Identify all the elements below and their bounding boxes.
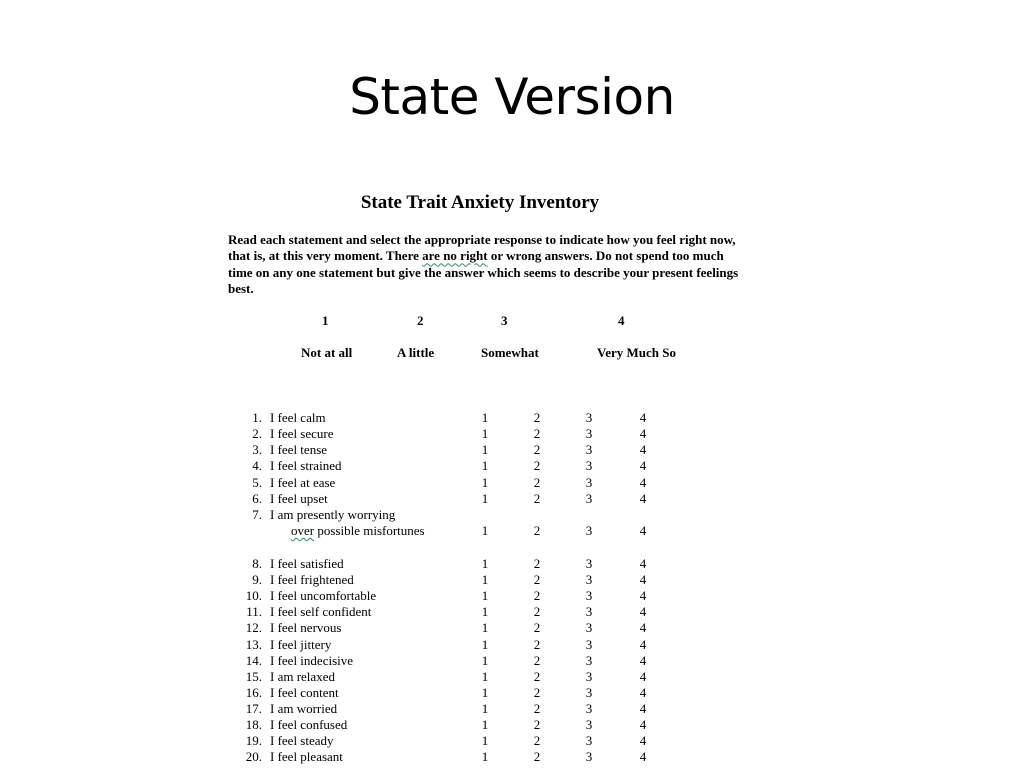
item-row-continuation: [0, 523, 1024, 539]
item-row: [0, 717, 1024, 733]
rating-option: 3: [585, 442, 593, 457]
rating-option: 3: [585, 556, 593, 571]
rating-option: 2: [533, 733, 541, 748]
rating-option: 3: [585, 620, 593, 635]
item-number: 15.: [245, 669, 262, 684]
rating-option: 2: [533, 491, 541, 506]
rating-option: 1: [481, 458, 489, 473]
item-row: [0, 588, 1024, 604]
item-number: 9.: [252, 572, 262, 587]
item-number: 19.: [245, 733, 262, 748]
item-row: [0, 507, 1024, 523]
rating-option: 4: [639, 749, 647, 764]
rating-option: 4: [639, 637, 647, 652]
item-continuation-flagged-word: over: [291, 523, 315, 538]
item-number: 4.: [252, 458, 262, 473]
rating-option: 3: [585, 588, 593, 603]
rating-option: 1: [481, 701, 489, 716]
item-number: 20.: [245, 749, 262, 764]
scale-number: 4: [618, 313, 625, 328]
item-statement-continuation: [291, 523, 425, 539]
slide-title: State Version: [349, 68, 675, 126]
rating-option: 2: [533, 717, 541, 732]
rating-option: 2: [533, 458, 541, 473]
item-statement: I feel content: [270, 685, 339, 700]
item-number: 10.: [245, 588, 262, 603]
item-row: [0, 685, 1024, 701]
instructions-text-1: Read each statement and select the appropriate response to indicate how you feel right now, that is, at this very moment. There: [228, 232, 736, 264]
rating-option: 2: [533, 523, 541, 538]
scale-number: 1: [322, 313, 329, 328]
rating-option: 1: [481, 685, 489, 700]
instructions-paragraph: [228, 232, 748, 297]
rating-option: 1: [481, 604, 489, 619]
rating-option: 1: [481, 637, 489, 652]
rating-option: 1: [481, 653, 489, 668]
item-number: 14.: [245, 653, 262, 668]
scale-number: 2: [417, 313, 424, 328]
rating-option: 4: [639, 426, 647, 441]
rating-option: 2: [533, 442, 541, 457]
rating-option: 4: [639, 733, 647, 748]
item-statement: I feel at ease: [270, 475, 336, 490]
item-row: [0, 442, 1024, 458]
item-statement: I feel frightened: [270, 572, 354, 587]
rating-option: 4: [639, 620, 647, 635]
rating-option: 3: [585, 733, 593, 748]
item-statement: I feel steady: [270, 733, 334, 748]
item-number: 6.: [252, 491, 262, 506]
item-statement: I feel calm: [270, 410, 326, 425]
rating-option: 3: [585, 749, 593, 764]
rating-option: 4: [639, 701, 647, 716]
rating-option: 4: [639, 410, 647, 425]
rating-option: 1: [481, 669, 489, 684]
rating-option: 4: [639, 604, 647, 619]
document-title: State Trait Anxiety Inventory: [360, 192, 600, 213]
scale-label: Somewhat: [481, 345, 539, 360]
item-statement: I am presently worrying: [270, 507, 396, 522]
rating-option: 1: [481, 410, 489, 425]
rating-option: 2: [533, 588, 541, 603]
rating-option: 2: [533, 749, 541, 764]
item-row: [0, 426, 1024, 442]
item-number: 17.: [245, 701, 262, 716]
item-statement: I feel satisfied: [270, 556, 344, 571]
rating-option: 3: [585, 491, 593, 506]
rating-option: 2: [533, 410, 541, 425]
item-statement: I am relaxed: [270, 669, 335, 684]
rating-option: 1: [481, 620, 489, 635]
rating-option: 2: [533, 685, 541, 700]
instructions-text-2: or wrong answers. Do not spend too much time on any one statement but give the answer which seems to describe your present feelings best.: [228, 248, 739, 296]
item-row: [0, 491, 1024, 507]
rating-option: 4: [639, 588, 647, 603]
item-statement: I feel strained: [270, 458, 342, 473]
instructions-text-flagged: are no right: [422, 248, 488, 264]
rating-option: 4: [639, 669, 647, 684]
item-row: [0, 620, 1024, 636]
item-number: 18.: [245, 717, 262, 732]
rating-option: 1: [481, 491, 489, 506]
rating-option: 2: [533, 426, 541, 441]
rating-option: 4: [639, 685, 647, 700]
item-number: 3.: [252, 442, 262, 457]
item-number: 5.: [252, 475, 262, 490]
rating-option: 1: [481, 717, 489, 732]
rating-option: 1: [481, 556, 489, 571]
rating-option: 1: [481, 426, 489, 441]
rating-option: 1: [481, 588, 489, 603]
rating-option: 1: [481, 442, 489, 457]
rating-option: 4: [639, 458, 647, 473]
item-statement: I feel pleasant: [270, 749, 343, 764]
rating-option: 2: [533, 572, 541, 587]
rating-option: 4: [639, 556, 647, 571]
item-statement: I feel confused: [270, 717, 348, 732]
item-row: [0, 572, 1024, 588]
rating-option: 3: [585, 458, 593, 473]
item-statement: I feel uncomfortable: [270, 588, 377, 603]
item-statement: I feel tense: [270, 442, 328, 457]
item-row: [0, 733, 1024, 749]
scale-label: Not at all: [301, 345, 353, 360]
rating-option: 4: [639, 491, 647, 506]
rating-option: 3: [585, 637, 593, 652]
item-statement: I feel upset: [270, 491, 328, 506]
item-row: [0, 701, 1024, 717]
item-row: [0, 669, 1024, 685]
item-number: 2.: [252, 426, 262, 441]
item-number: 7.: [252, 507, 262, 522]
rating-option: 1: [481, 475, 489, 490]
rating-option: 2: [533, 653, 541, 668]
item-continuation-text: possible misfortunes: [314, 523, 425, 538]
rating-option: 2: [533, 620, 541, 635]
item-statement: I feel indecisive: [270, 653, 354, 668]
rating-option: 2: [533, 701, 541, 716]
item-row: [0, 556, 1024, 572]
rating-option: 3: [585, 685, 593, 700]
scale-label: A little: [397, 345, 435, 360]
scale-number: 3: [501, 313, 508, 328]
item-number: 1.: [252, 410, 262, 425]
item-row: [0, 410, 1024, 426]
item-statement: I am worried: [270, 701, 338, 716]
scale-label: Very Much So: [597, 345, 676, 360]
item-row: [0, 637, 1024, 653]
rating-option: 1: [481, 749, 489, 764]
rating-option: 2: [533, 669, 541, 684]
rating-option: 2: [533, 637, 541, 652]
rating-option: 3: [585, 701, 593, 716]
item-number: 13.: [245, 637, 262, 652]
rating-option: 2: [533, 556, 541, 571]
rating-option: 1: [481, 523, 489, 538]
item-statement: I feel self confident: [270, 604, 372, 619]
item-number: 8.: [252, 556, 262, 571]
rating-option: 2: [533, 604, 541, 619]
rating-option: 4: [639, 717, 647, 732]
rating-option: 3: [585, 653, 593, 668]
rating-option: 3: [585, 604, 593, 619]
rating-option: 3: [585, 669, 593, 684]
rating-option: 3: [585, 426, 593, 441]
rating-option: 1: [481, 572, 489, 587]
rating-option: 3: [585, 410, 593, 425]
rating-option: 4: [639, 653, 647, 668]
rating-option: 2: [533, 475, 541, 490]
rating-option: 4: [639, 523, 647, 538]
item-statement: I feel nervous: [270, 620, 342, 635]
rating-option: 3: [585, 572, 593, 587]
item-statement: I feel secure: [270, 426, 334, 441]
item-row: [0, 604, 1024, 620]
rating-option: 4: [639, 442, 647, 457]
rating-option: 4: [639, 572, 647, 587]
item-row: [0, 749, 1024, 765]
rating-option: 4: [639, 475, 647, 490]
rating-option: 3: [585, 523, 593, 538]
rating-option: 1: [481, 733, 489, 748]
item-row: [0, 653, 1024, 669]
rating-option: 3: [585, 475, 593, 490]
item-number: 11.: [246, 604, 262, 619]
item-row: [0, 458, 1024, 474]
item-statement: I feel jittery: [270, 637, 332, 652]
item-number: 16.: [245, 685, 262, 700]
rating-option: 3: [585, 717, 593, 732]
item-row: [0, 475, 1024, 491]
item-number: 12.: [245, 620, 262, 635]
